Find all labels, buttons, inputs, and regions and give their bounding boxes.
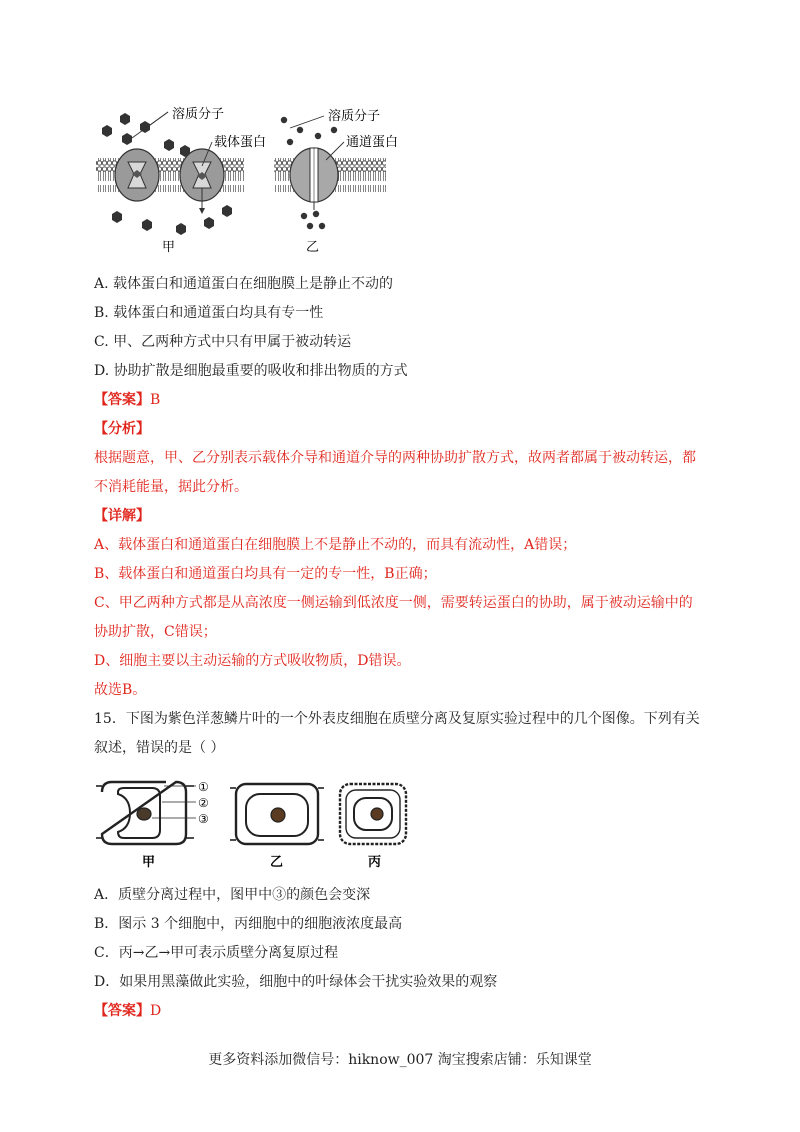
mark-1: ① (198, 780, 209, 794)
q15-stem-line-2: 叙述，错误的是（ ） (94, 740, 225, 756)
q15-option-a: A．质壁分离过程中，图甲中③的颜色会变深 (94, 887, 371, 903)
caption-jia: 甲 (162, 240, 176, 255)
detail-line-a: A、载体蛋白和通道蛋白在细胞膜上不是静止不动的，而具有流动性，A错误； (94, 537, 577, 553)
label-solute-left: 溶质分子 (172, 107, 225, 122)
detail-line-d: D、细胞主要以主动运输的方式吸收物质，D错误。 (94, 653, 411, 669)
analysis-line-2: 不消耗能量，据此分析。 (94, 479, 248, 495)
detail-line-b: B、载体蛋白和通道蛋白均具有一定的专一性，B正确； (94, 566, 437, 582)
cap-bing: 丙 (368, 855, 382, 870)
carrier-protein-1 (115, 149, 159, 201)
q15-option-d: D．如果用黑藻做此实验，细胞中的叶绿体会干扰实验效果的观察 (94, 974, 498, 990)
cap-jia: 甲 (142, 855, 156, 870)
analysis-line-1: 根据题意，甲、乙分别表示载体介导和通道介导的两种协助扩散方式，故两者都属于被动转运，都 (94, 450, 696, 466)
detail-line-c1: C、甲乙两种方式都是从高浓度一侧运输到低浓度一侧，需要转运蛋白的协助，属于被动运输中的 (94, 595, 693, 611)
mark-3: ③ (198, 812, 209, 826)
detail-line-c2: 协助扩散，C错误； (94, 624, 217, 640)
membrane-transport-figure (92, 98, 422, 258)
mark-2: ② (198, 796, 209, 810)
q15-stem-line-1: 15．下图为紫色洋葱鳞片叶的一个外表皮细胞在质壁分离及复原实验过程中的几个图像。下列有关 (94, 711, 700, 727)
label-carrier-protein: 载体蛋白 (214, 135, 267, 150)
cell-bing (340, 784, 406, 844)
answer-tag: 【答案】 (94, 1003, 150, 1019)
cap-yi: 乙 (270, 855, 284, 870)
carrier-protein-2 (180, 149, 224, 214)
cell-yi (230, 784, 324, 844)
q14-option-d: D. 协助扩散是细胞最重要的吸收和排出物质的方式 (94, 363, 408, 379)
page-footer: 更多资料添加微信号：hiknow_007 淘宝搜索店铺：乐知课堂 (208, 1052, 592, 1068)
q15-answer (94, 1001, 161, 1021)
label-solute-right: 溶质分子 (328, 109, 381, 124)
q14-answer (94, 390, 160, 410)
channel-protein (290, 148, 338, 202)
caption-yi: 乙 (306, 240, 320, 255)
q14-option-b: B. 载体蛋白和通道蛋白均具有专一性 (94, 305, 324, 321)
plasmolysis-figure (96, 778, 412, 870)
analysis-tag: 【分析】 (94, 421, 150, 437)
answer-value: D (150, 1003, 162, 1019)
conclusion: 故选B。 (94, 682, 147, 698)
cell-jia (96, 782, 196, 844)
answer-value: B (150, 392, 161, 408)
label-channel-protein: 通道蛋白 (346, 135, 399, 150)
detail-tag: 【详解】 (94, 508, 150, 524)
q15-option-b: B．图示 3 个细胞中，丙细胞中的细胞液浓度最高 (94, 916, 403, 932)
q14-option-a: A. 载体蛋白和通道蛋白在细胞膜上是静止不动的 (94, 276, 394, 292)
q15-option-c: C．丙→乙→甲可表示质壁分离复原过程 (94, 945, 339, 961)
q14-option-c: C. 甲、乙两种方式中只有甲属于被动转运 (94, 334, 352, 350)
answer-tag: 【答案】 (94, 392, 150, 408)
